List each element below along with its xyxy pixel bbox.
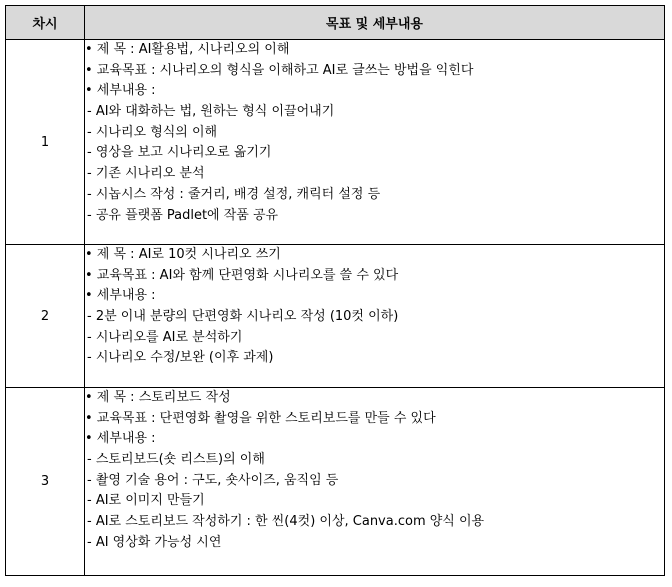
header-row: [6, 6, 665, 40]
content-line: • 교육목표 : AI와 함께 단편영화 시나리오를 쓸 수 있다: [85, 267, 399, 283]
content-line: - 촬영 기술 용어 : 구도, 숏사이즈, 움직임 등: [87, 472, 339, 488]
content-line: - 스토리보드(숏 리스트)의 이해: [87, 452, 265, 468]
content-line: - 시나리오 형식의 이해: [87, 124, 218, 140]
session-content: [85, 388, 665, 576]
content-line: - 시놉시스 작성 : 줄거리, 배경 설정, 캐릭터 설정 등: [87, 186, 381, 202]
content-line: • 제 목 : AI로 10컷 시나리오 쓰기: [85, 247, 281, 262]
header-content: 목표 및 세부내용: [85, 6, 665, 40]
content-line: • 제 목 : AI활용법, 시나리오의 이해: [85, 42, 290, 57]
content-line: - 공유 플랫폼 Padlet에 작품 공유: [87, 207, 279, 223]
content-line: - 2분 이내 분량의 단편영화 시나리오 작성 (10컷 이하): [87, 309, 399, 325]
content-line: - 기존 시나리오 분석: [87, 166, 205, 182]
content-line: • 교육목표 : 단편영화 촬영을 위한 스토리보드를 만들 수 있다: [85, 410, 436, 426]
table-row: [6, 388, 665, 576]
content-line: - 시나리오를 AI로 분석하기: [87, 329, 243, 345]
content-line: • 제 목 : 스토리보드 작성: [85, 390, 231, 405]
content-line: • 교육목표 : 시나리오의 형식을 이해하고 AI로 글쓰는 방법을 익힌다: [85, 62, 474, 78]
session-number: 3: [6, 388, 85, 576]
content-line: • 세부내용 :: [85, 431, 156, 447]
content-line: - AI와 대화하는 법, 원하는 형식 이끌어내기: [87, 104, 335, 120]
content-line: - 영상을 보고 시나리오로 옮기기: [87, 145, 272, 161]
content-line: - AI 영상화 가능성 시연: [87, 534, 222, 550]
session-number: 1: [6, 40, 85, 245]
content-line: - AI로 스토리보드 작성하기 : 한 씬(4컷) 이상, Canva.com 양식 이용: [87, 514, 485, 530]
content-line: • 세부내용 :: [85, 288, 156, 304]
session-number: 2: [6, 245, 85, 388]
table-row: [6, 245, 665, 388]
curriculum-table: [5, 5, 665, 576]
table-row: [6, 40, 665, 245]
content-line: - 시나리오 수정/보완 (이후 과제): [87, 350, 274, 366]
session-content: [85, 245, 665, 388]
session-content: [85, 40, 665, 245]
content-line: - AI로 이미지 만들기: [87, 493, 205, 509]
content-line: • 세부내용 :: [85, 83, 156, 99]
header-session: 차시: [6, 6, 85, 40]
